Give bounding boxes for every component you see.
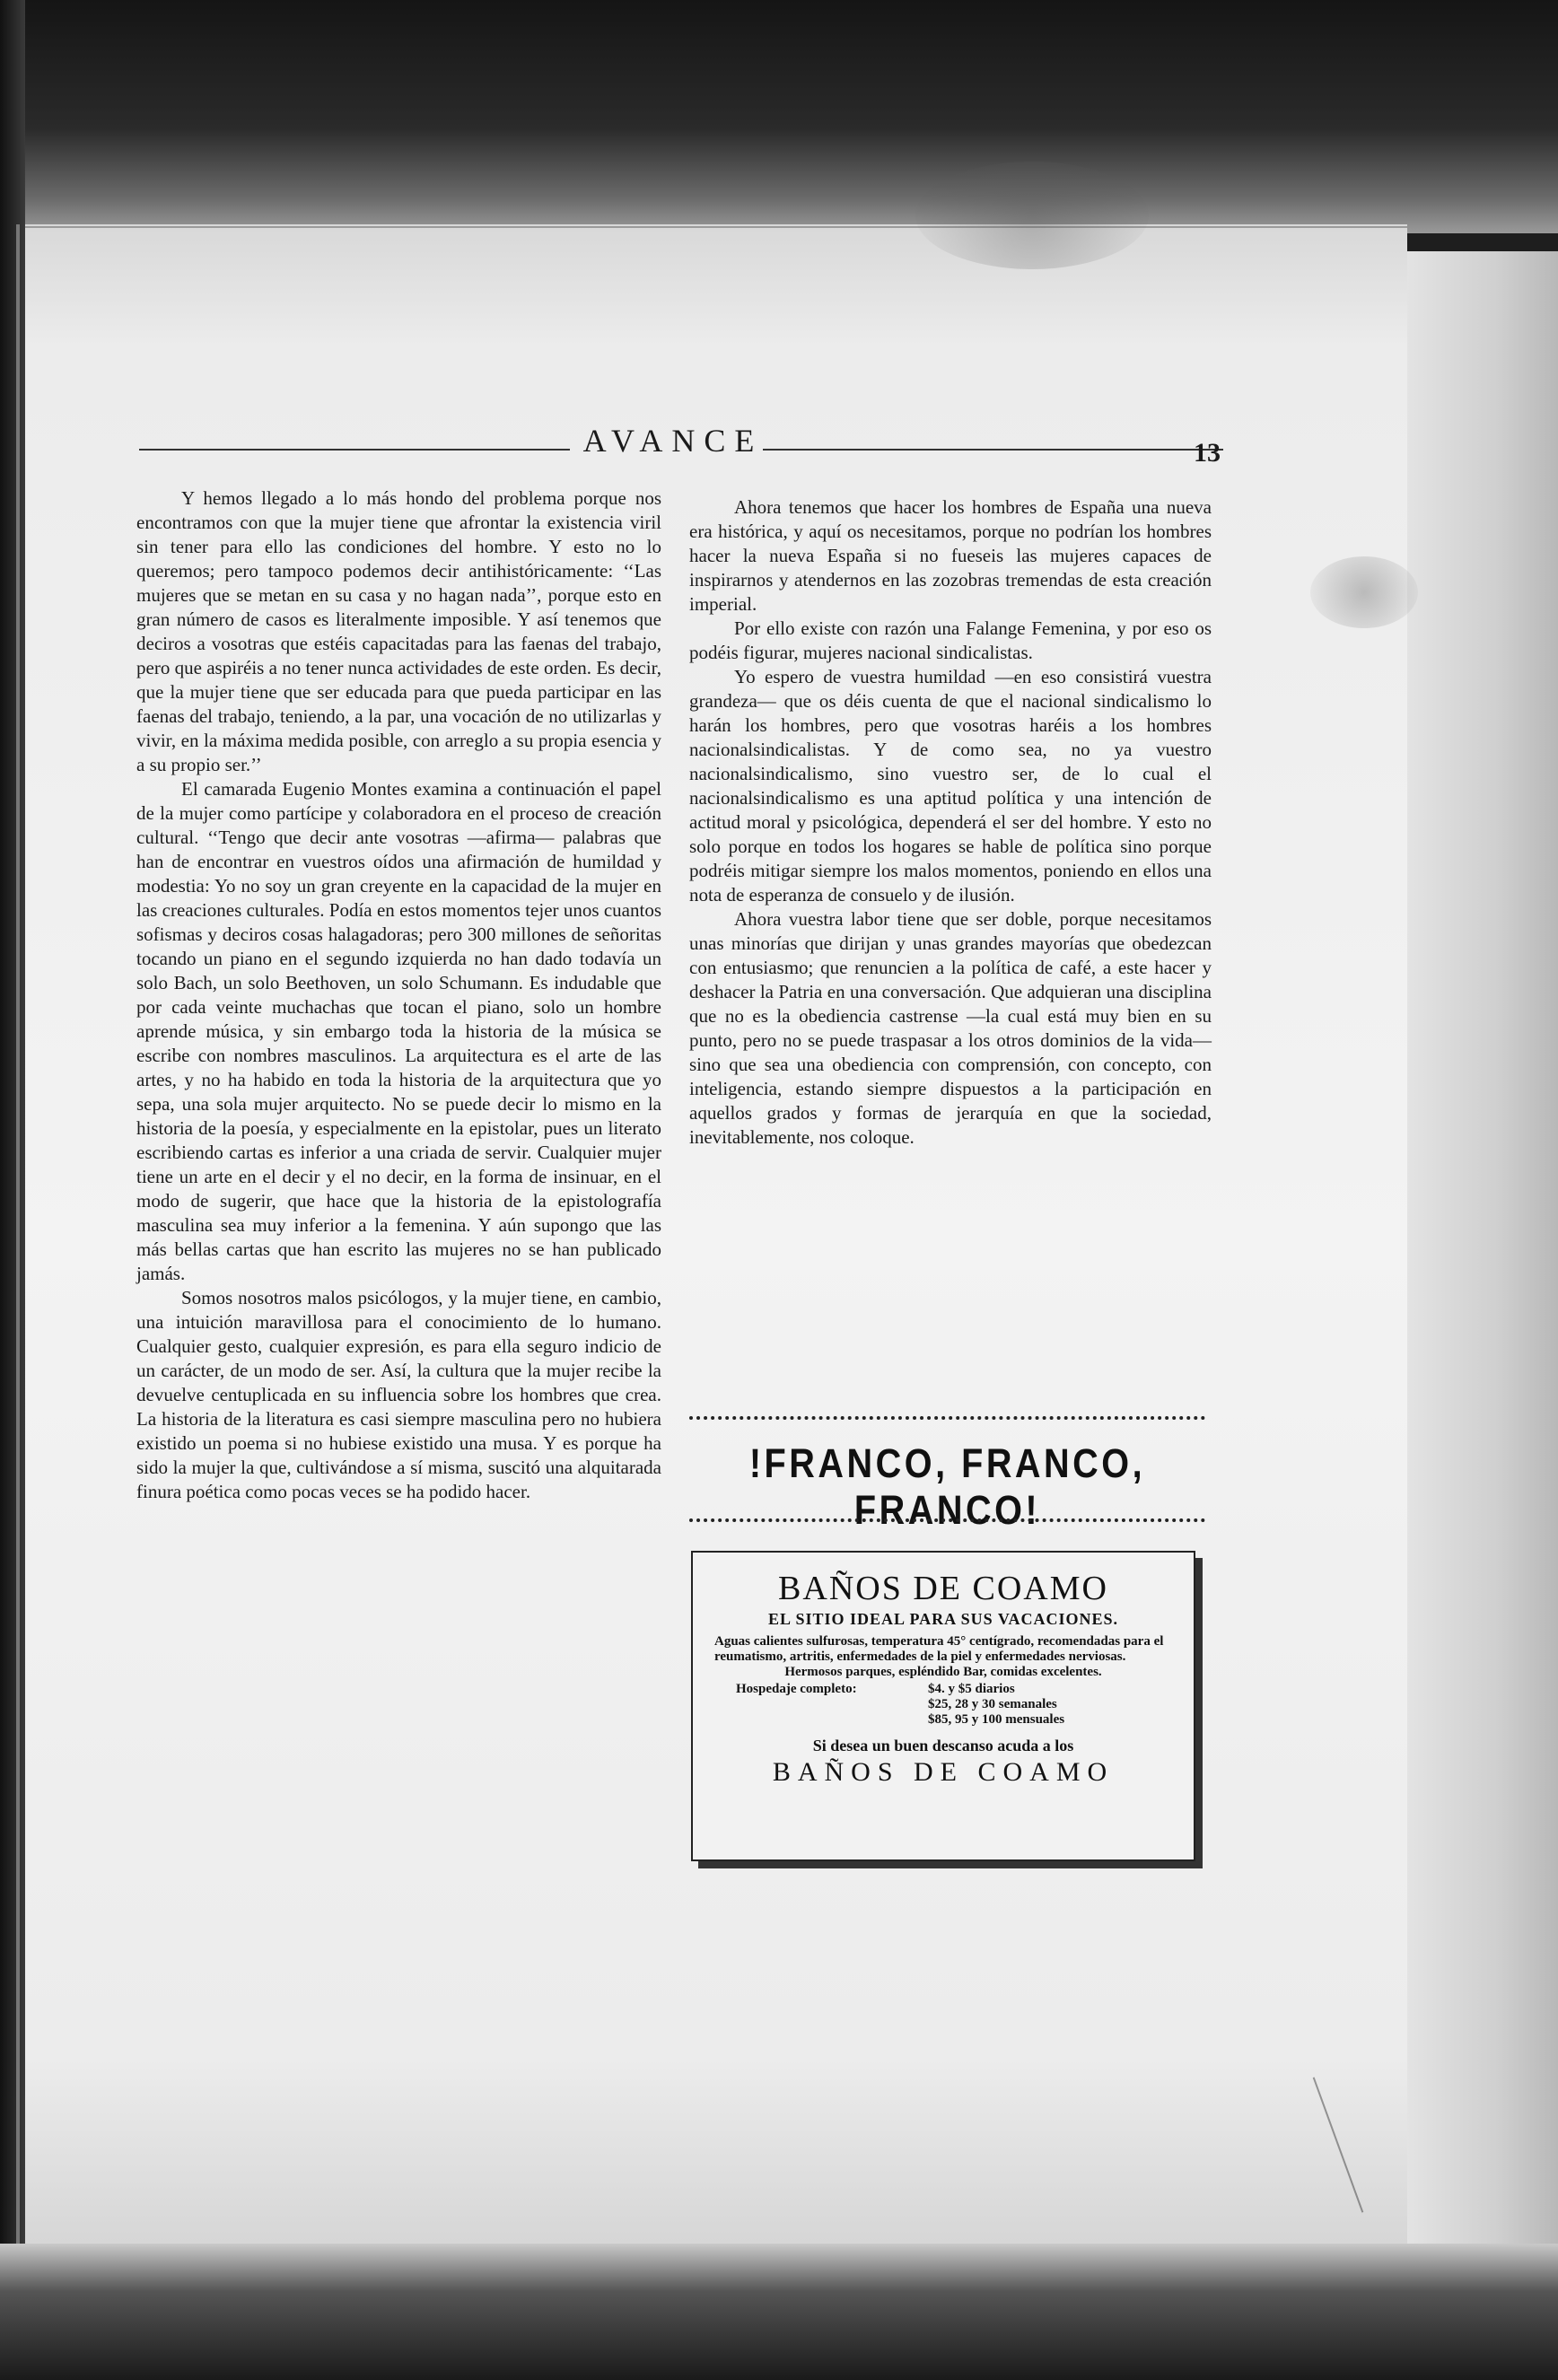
article-paragraph: Ahora tenemos que hacer los hombres de España una nueva era histórica, y aquí os necesitamos, porque no podrían los hombres hacer la nueva España si no fueseis las mujeres capaces de inspirarnos y atendernos en las zozobras tremendas de esta creación imperial. xyxy=(689,496,1212,615)
magazine-title: AVANCE xyxy=(582,423,764,459)
scan-dark-top-margin xyxy=(0,0,1558,233)
ad-price-line: $25, 28 y 30 semanales xyxy=(928,1697,1057,1711)
right-column xyxy=(689,495,1212,1150)
article-paragraph: Y hemos llegado a lo más hondo del problema porque nos encontramos con que la mujer tiene que afrontar la existencia viril sin tener para ello las condiciones del hombre. Y esto no lo queremos; pero tampoco podemos decir antihistóricamente: ‘‘Las mujeres que se metan en su casa y no hagan nada’’, porque esto en gran número de casos es literalmente imposible. Y así tenemos que deciros a vosotras que estéis capacitadas para las faenas del trabajo, pero que aspiréis a no tener nunca actividades de este orden. Es decir, que la mujer tiene que ser educada para que pueda participar en las faenas del trabajo, teniendo, a la par, una vocación de no utilizarlas y vivir, en la máxima medida posible, con arreglo a su propia esencia y a su propio ser.’’ xyxy=(136,487,661,775)
article-paragraph: Yo espero de vuestra humildad —en eso consistirá vuestra grandeza— que os déis cuenta de que el nacional sindicalismo lo harán los hombres, pero que vosotras haréis a los hombres nacionalsindicalistas. Y de como sea, no ya vuestro nacionalsindicalismo, sino vuestro ser, de lo cual el nacionalsindicalismo es una aptitud política y una intención de actitud moral y psicológica, dependerá el ser del hombre. Y esto no solo porque en todos los hogares se hable de política sino porque podréis mitigar siempre los malos momentos, poniendo en ellos una nota de esperanza de consuelo y de ilusión. xyxy=(689,666,1212,906)
scan-dark-left-margin xyxy=(0,0,25,2380)
ad-lodging-label: Hospedaje completo: xyxy=(736,1682,857,1696)
dotted-rule-lower xyxy=(689,1518,1205,1522)
article-paragraph: Ahora vuestra labor tiene que ser doble, porque necesitamos unas minorías que dirijan y unas grandes mayorías que obedezcan con entusiasmo; que renuncien a la política de café, a este hacer y deshacer la Patria en una conversación. Que adquieran una disciplina que no es la obediencia castrense —la cual está muy bien en su punto, pero no se puede traspasar a los otros dominios de la vida— sino que sea una obediencia con comprensión, con concepto, con inteligencia, estando siempre dispuestos a la participación en aquellos grados y formas de jerarquía en que la sociedad, inevitablemente, nos coloque. xyxy=(689,908,1212,1148)
ad-price-list xyxy=(928,1682,1064,1728)
dotted-rule-upper xyxy=(689,1416,1205,1420)
slogan-banner: !FRANCO, FRANCO, FRANCO! xyxy=(748,1440,1146,1533)
scan-smudge xyxy=(1310,556,1418,628)
scan-dark-bottom-margin xyxy=(0,2244,1558,2380)
ad-price-line: $85, 95 y 100 mensuales xyxy=(928,1712,1065,1727)
page-number: 13 xyxy=(1194,438,1221,468)
ad-call-to-action: Si desea un buen descanso acuda a los xyxy=(812,1737,1074,1754)
ad-title: BAÑOS DE COAMO xyxy=(778,1570,1108,1607)
advertisement-box xyxy=(691,1551,1195,1861)
ad-amenities: Hermosos parques, espléndido Bar, comidas excelentes. xyxy=(784,1665,1102,1679)
ad-lodging xyxy=(693,1682,1194,1727)
article-paragraph: Por ello existe con razón una Falange Femenina, y por eso os podéis figurar, mujeres nacional sindicalistas. xyxy=(689,617,1212,663)
article-paragraph: El camarada Eugenio Montes examina a continuación el papel de la mujer como partícipe y colaboradora en el proceso de creación cultural. ‘‘Tengo que decir ante vosotras —afirma— palabras que han de encontrar en vuestros oídos una afirmación de humildad y modestia: Yo no soy un gran creyente en la capacidad de la mujer en las creaciones culturales. Podía en estos momentos tejer unos cuantos sofismas y deciros cosas halagadoras; pero 300 millones de señoritas tocando un piano en el segundo izquierda no han dado todavía un solo Bach, un solo Beethoven, un solo Schumann. Es indudable que por cada veinte muchachas que tocan el piano, solo un hombre aprende música, y sin embargo toda la historia de la música se escribe con nombres masculinos. La arquitectura es el arte de las artes, y no ha habido en toda la historia de la arquitectura que yo sepa, una sola mujer arquitecto. No se puede decir lo mismo en la historia de la poesía, y especialmente en la epistolar, pues un literato escribiendo cartas es inferior a una criada de servir. Cualquier mujer tiene un arte en el decir y el no decir, en la forma de insinuar, en el modo de sugerir, que hace que la historia de la epistolografía masculina sea muy inferior a la femenina. Y aún supongo que las más bellas cartas que han escrito las mujeres no se han publicado jamás. xyxy=(136,778,661,1284)
left-column xyxy=(136,486,661,1504)
page-top-edge xyxy=(25,226,1407,228)
ad-footer-name: BAÑOS DE COAMO xyxy=(772,1757,1115,1787)
ad-description: Aguas calientes sulfurosas, temperatura 45° centígrado, recomendadas para el reumatismo, artritis, enfermedades de la piel y enfermedades nerviosas. xyxy=(714,1634,1164,1664)
header-rule-left xyxy=(139,449,570,451)
page-right-shadow xyxy=(1407,251,1558,2253)
header-rule-right xyxy=(763,449,1223,451)
ad-price-line: $4. y $5 diarios xyxy=(928,1682,1015,1696)
scan-smudge xyxy=(915,162,1149,269)
article-paragraph: Somos nosotros malos psicólogos, y la mujer tiene, en cambio, una intuición maravillosa para el conocimiento de lo humano. Cualquier gesto, cualquier expresión, es para ella seguro indicio de un carácter, de un modo de ser. Así, la cultura que la mujer recibe la devuelve centuplicada en su influencia sobre los hombres que crea. La historia de la literatura es casi siempre masculina pero no hubiera existido un poema si no hubiese existido una musa. Y es porque ha sido la mujer la que, cultivándose a sí misma, suscitó una alquitarada finura poética como pocas veces se ha podido hacer. xyxy=(136,1287,661,1502)
page-left-edge xyxy=(16,224,20,2253)
ad-subtitle: EL SITIO IDEAL PARA SUS VACACIONES. xyxy=(767,1610,1119,1628)
